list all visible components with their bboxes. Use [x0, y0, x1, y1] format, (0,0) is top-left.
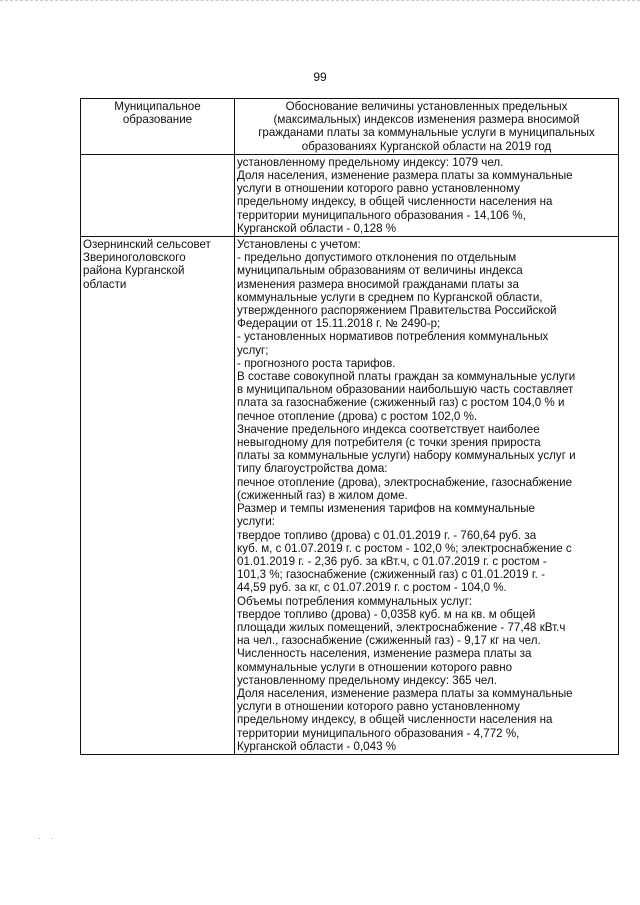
- municipality-name-line: района Курганской: [83, 264, 185, 278]
- municipality-cell: [81, 154, 235, 236]
- justification-text-line: услуги в отношении которого равно установленному: [237, 182, 520, 196]
- justification-text-line: Значение предельного индекса соответствует наиболее: [237, 422, 540, 436]
- justification-text-line: установленному предельному индексу: 365 чел.: [237, 673, 497, 687]
- justification-text-line: твердое топливо (дрова) с 01.01.2019 г. - 760,64 руб. за: [237, 528, 537, 542]
- header-justification-line: Обоснование величины установленных предельных: [285, 100, 568, 113]
- justification-text-line: предельному индексу, в общей численности населения на: [237, 713, 553, 727]
- margin-mark: · ·: [38, 834, 58, 843]
- municipality-name-line: области: [83, 277, 127, 291]
- justification-text-line: установленному предельному индексу: 1079 чел.: [237, 155, 504, 169]
- justification-text-line: услуг;: [237, 343, 269, 357]
- page-number: 99: [313, 70, 327, 84]
- header-justification: [235, 99, 619, 155]
- justification-text-line: - прогнозного роста тарифов.: [237, 356, 396, 370]
- table-header-row: [81, 99, 619, 155]
- justification-cell: [235, 154, 619, 236]
- header-justification-line: образованиях Курганской области на 2019 год: [301, 139, 552, 153]
- justification-text-line: 01.01.2019 г. - 2,36 руб. за кВт.ч, с 01.07.2019 г. с ростом -: [237, 554, 547, 568]
- justification-text-line: площади жилых помещений, электроснабжение - 77,48 кВт.ч: [237, 620, 566, 634]
- justification-text-line: утвержденного распоряжением Правительства Российской: [237, 304, 557, 318]
- header-municipality-line: образование: [122, 113, 193, 127]
- justification-text-line: - предельно допустимого отклонения по отдельным: [237, 251, 517, 265]
- justification-text-line: В составе совокупной платы граждан за коммунальные услуги: [237, 370, 576, 384]
- justification-text-line: изменения размера вносимой гражданами платы за: [237, 277, 519, 291]
- table-row: [81, 154, 619, 236]
- justification-text-line: территории муниципального образования - 4,772 %,: [237, 726, 520, 740]
- header-justification-line: (максимальных) индексов изменения размера вносимой: [273, 113, 580, 127]
- justification-text-line: предельному индексу, в общей численности населения на: [237, 195, 553, 209]
- justification-text-line: коммунальные услуги в отношении которого равно: [237, 660, 513, 674]
- table-row: [81, 237, 619, 755]
- justification-text-line: Курганской области - 0,128 %: [237, 221, 397, 235]
- municipality-name-line: Озернинский сельсовет: [83, 238, 211, 252]
- justification-text-line: услуги в отношении которого равно установленному: [237, 700, 520, 714]
- justification-text-line: на чел., газоснабжение (сжиженный газ) - 9,17 кг на чел.: [237, 634, 541, 648]
- justification-text-line: в муниципальном образовании наибольшую часть составляет: [237, 383, 574, 397]
- justification-text-line: Размер и темпы изменения тарифов на коммунальные: [237, 502, 535, 516]
- justification-text-line: печное отопление (дрова), электроснабжение, газоснабжение: [237, 475, 573, 489]
- tariff-justification-table: [80, 98, 619, 755]
- justification-text-line: невыгодному для потребителя (с точки зрения прироста: [237, 436, 541, 450]
- justification-text-line: Установлены с учетом:: [237, 238, 361, 252]
- justification-text-line: Доля населения, изменение размера платы за коммунальные: [237, 169, 573, 183]
- justification-text-line: услуги:: [237, 515, 275, 529]
- scan-edge: [0, 0, 640, 11]
- header-justification-line: гражданами платы за коммунальные услуги в муниципальных: [258, 126, 595, 140]
- justification-text-line: плата за газоснабжение (сжиженный газ) с ростом 104,0 % и: [237, 396, 565, 410]
- justification-text-line: (сжиженный газ) в жилом доме.: [237, 488, 408, 502]
- justification-text-line: - установленных нормативов потребления коммунальных: [237, 330, 549, 344]
- justification-text-line: куб. м, с 01.07.2019 г. с ростом - 102,0 %; электроснабжение с: [237, 541, 572, 555]
- justification-text-line: коммунальные услуги в среднем по Курганской области,: [237, 290, 543, 304]
- municipality-name-line: Звериноголовского: [83, 251, 186, 265]
- justification-cell: [235, 237, 619, 755]
- justification-text-line: платы за коммунальные услуги) набору коммунальных услуг и: [237, 449, 576, 463]
- justification-text-line: Федерации от 15.11.2018 г. № 2490-р;: [237, 317, 441, 331]
- justification-text-line: Доля населения, изменение размера платы за коммунальные: [237, 686, 573, 700]
- justification-text-line: типу благоустройства дома:: [237, 462, 388, 476]
- justification-text-line: 44,59 руб. за кг, с 01.07.2019 г. с ростом - 104,0 %.: [237, 581, 507, 595]
- justification-text-line: Объемы потребления коммунальных услуг:: [237, 594, 473, 608]
- header-municipality-line: Муниципальное: [114, 100, 201, 113]
- municipality-cell: [81, 237, 235, 755]
- justification-text-line: Численность населения, изменение размера платы за: [237, 647, 532, 661]
- justification-text-line: печное отопление (дрова) с ростом 102,0 %.: [237, 409, 478, 423]
- justification-text-line: 101,3 %; газоснабжение (сжиженный газ) с 01.01.2019 г. -: [237, 568, 545, 582]
- justification-text-line: территории муниципального образования - 14,106 %,: [237, 208, 526, 222]
- header-municipality: [81, 99, 235, 155]
- justification-text-line: твердое топливо (дрова) - 0,0358 куб. м на кв. м общей: [237, 607, 536, 621]
- justification-text-line: муниципальным образованиям от величины индекса: [237, 264, 523, 278]
- justification-text-line: Курганской области - 0,043 %: [237, 739, 397, 753]
